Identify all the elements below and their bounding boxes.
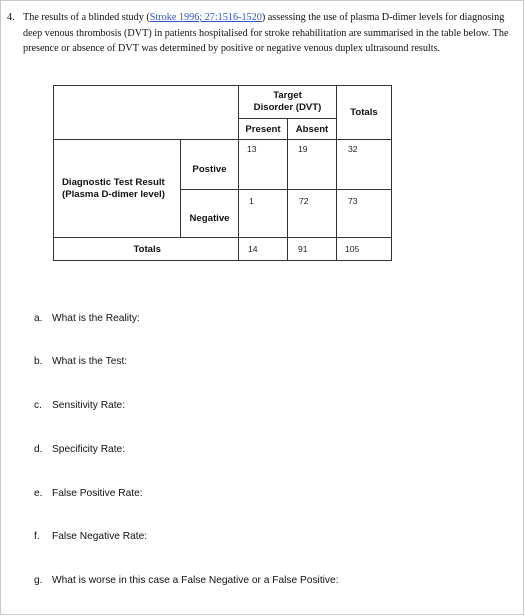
totals-absent-cell <box>288 238 337 261</box>
item-e <box>34 488 143 499</box>
item-b-label: b. <box>34 356 43 367</box>
negative-present-value: 1 <box>249 196 254 206</box>
item-b-text: What is the Test: <box>52 356 128 367</box>
question-paragraph <box>7 10 512 57</box>
question-body: ) assessing the use of plasma D-dimer levels for diagnosing deep venous thrombosis (DVT) in patients hospitalised for stroke rehabilitation are summarised in the table below. The presence or absence of DVT was determined by positive or negative venous duplex ultrasound results. <box>23 12 509 55</box>
item-c-text: Sensitivity Rate: <box>52 400 126 411</box>
present-header: Present <box>239 119 288 140</box>
positive-row-label: Postive <box>181 140 239 190</box>
absent-header: Absent <box>288 119 337 140</box>
item-f <box>34 531 147 542</box>
item-g-label: g. <box>34 575 43 586</box>
item-g-text: What is worse in this case a False Negative or a False Positive: <box>52 575 339 586</box>
positive-total-cell <box>337 140 392 190</box>
item-g <box>34 575 339 586</box>
item-a <box>34 313 140 324</box>
totals-row-label: Totals <box>54 238 239 261</box>
positive-present-cell <box>239 140 288 190</box>
totals-column-header: Totals <box>337 86 392 140</box>
target-disorder-header: Target Disorder (DVT) <box>239 86 337 119</box>
positive-absent-value: 19 <box>298 144 308 154</box>
totals-total-value: 105 <box>345 244 360 254</box>
item-f-label: f. <box>34 531 40 542</box>
item-c <box>34 400 125 411</box>
totals-total-cell <box>337 238 392 261</box>
item-f-text: False Negative Rate: <box>52 531 148 542</box>
empty-corner-cell <box>54 86 239 140</box>
contingency-table <box>53 85 392 261</box>
citation-link[interactable]: Stroke 1996; 27:1516-1520 <box>149 12 262 23</box>
negative-absent-cell <box>288 190 337 238</box>
negative-absent-value: 72 <box>299 196 309 206</box>
diagnostic-test-header <box>54 140 181 238</box>
totals-present-value: 14 <box>248 244 258 254</box>
item-e-label: e. <box>34 488 43 499</box>
item-d-label: d. <box>34 444 43 455</box>
negative-total-cell <box>337 190 392 238</box>
negative-total-value: 73 <box>348 196 358 206</box>
question-text <box>23 10 512 57</box>
item-a-text: What is the Reality: <box>52 313 140 324</box>
item-b <box>34 356 127 367</box>
totals-absent-value: 91 <box>298 244 308 254</box>
item-e-text: False Positive Rate: <box>52 488 143 499</box>
question-intro: The results of a blinded study ( <box>23 12 150 23</box>
negative-present-cell <box>239 190 288 238</box>
diagnostic-test-label: Diagnostic Test Result (Plasma D-dimer level) <box>62 176 165 200</box>
negative-row-label: Negative <box>181 190 239 238</box>
positive-absent-cell <box>288 140 337 190</box>
item-a-label: a. <box>34 313 43 324</box>
item-d-text: Specificity Rate: <box>52 444 126 455</box>
item-c-label: c. <box>34 400 42 411</box>
positive-present-value: 13 <box>247 144 257 154</box>
positive-total-value: 32 <box>348 144 358 154</box>
question-number: 4. <box>7 12 15 23</box>
item-d <box>34 444 125 455</box>
totals-present-cell <box>239 238 288 261</box>
